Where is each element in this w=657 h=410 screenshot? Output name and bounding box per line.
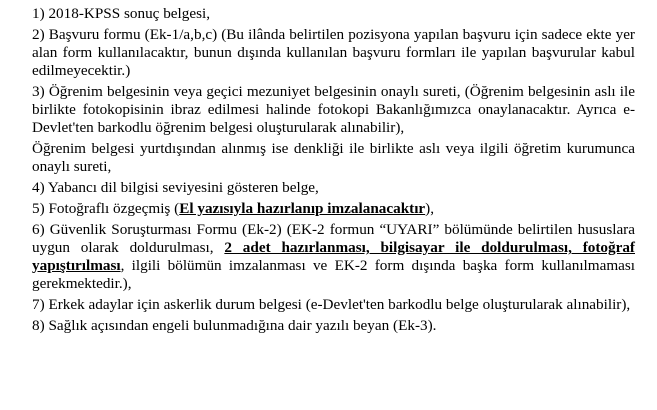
item-2-application-form: 2) Başvuru formu (Ek-1/a,b,c) (Bu ilânda belirtilen pozisyona yapılan başvuru için sadece ekte yer alan form kullanılacaktır, bunun dışında kullanılan başvuru formları ile yapılan başvurular kabul edilmeyecektir.) — [32, 26, 635, 79]
item-3-education-certificate: 3) Öğrenim belgesinin veya geçici mezuniyet belgesinin onaylı sureti, (Öğrenim belgesinin aslı ile birlikte fotokopisinin ibraz edilmesi halinde fotokopi Bakanlığımızca onaylanacaktır. Ayrıca e-Devlet'ten barkodlu öğrenim belgesi oluşturularak alınabilir), — [32, 83, 635, 136]
item-8-health-statement: 8) Sağlık açısından engeli bulunmadığına dair yazılı beyan (Ek-3). — [32, 317, 437, 334]
item-4-language-certificate: 4) Yabancı dil bilgisi seviyesini gösteren belge, — [32, 179, 319, 196]
item-6-security-form — [32, 221, 635, 293]
item-6-text-pre: 6) Güvenlik Soruşturması Formu (Ek-2) (EK-2 formun “UYARI” bölümünde belirtilen hususlara uygun olarak doldurulması, — [32, 221, 635, 256]
item-1-kpss: 1) 2018-KPSS sonuç belgesi, — [32, 5, 211, 22]
item-6-emphasis: 2 adet hazırlanması, bilgisayar ile doldurulması, fotoğraf yapıştırılması — [32, 239, 635, 274]
item-5-text-pre: 5) Fotoğraflı özgeçmiş ( — [32, 200, 180, 217]
document-body — [32, 5, 635, 338]
item-5-text-post: ), — [425, 200, 435, 217]
item-7-military-status: 7) Erkek adaylar için askerlik durum belgesi (e-Devlet'ten barkodlu belge oluşturularak alınabilir), — [32, 296, 631, 313]
item-5-emphasis: El yazısıyla hazırlanıp imzalanacaktır — [179, 200, 426, 217]
item-3-foreign-diploma-note: Öğrenim belgesi yurtdışından alınmış ise denkliği ile birlikte aslı veya ilgili öğretim kurumunca onaylı sureti, — [32, 140, 635, 175]
item-5-cv — [32, 200, 635, 218]
item-6-text-post: , ilgili bölümün imzalanması ve EK-2 form dışında başka form kullanılmaması gerekmektedir.), — [32, 257, 635, 292]
